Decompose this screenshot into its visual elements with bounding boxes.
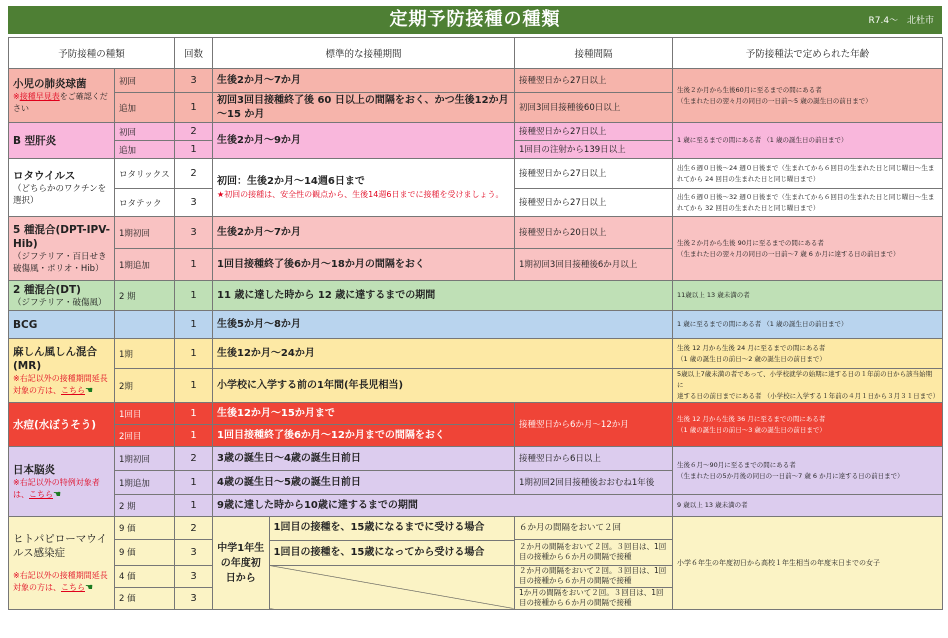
legal-age bbox=[673, 159, 943, 189]
vaccine-name: 水痘(水ぼうそう) bbox=[9, 403, 115, 447]
standard-period: 生後2か月～7か月 bbox=[213, 69, 515, 93]
legal-age bbox=[673, 69, 943, 123]
dose-label: 追加 bbox=[115, 141, 175, 159]
dose-label: 2 価 bbox=[115, 587, 175, 609]
vaccine-name-cell bbox=[9, 447, 115, 517]
legal-age bbox=[673, 189, 943, 217]
vaccine-name-cell bbox=[9, 217, 115, 281]
standard-period-note: ★初回の接種は、安全性の観点から、生後14週6日までに接種を受けましょう。 bbox=[217, 189, 504, 199]
standard-period: 生後2か月～9か月 bbox=[213, 123, 515, 159]
dose-count: 1 bbox=[175, 281, 213, 311]
legal-age: 小学６年生の年度初日から高校１年生相当の年度末日までの女子 bbox=[673, 517, 943, 610]
hpv-case-row bbox=[213, 517, 514, 540]
interval: 接種翌日から27日以上 bbox=[515, 69, 673, 93]
dose-label: 1期追加 bbox=[115, 249, 175, 281]
col-header-legal-age: 予防接種法で定められた年齢 bbox=[673, 38, 943, 69]
hpv-standard-period-block bbox=[213, 517, 515, 610]
vaccine-note bbox=[13, 477, 110, 501]
dose-count: 1 bbox=[175, 471, 213, 495]
dose-count: 3 bbox=[175, 217, 213, 249]
dose-label: 4 価 bbox=[115, 565, 175, 587]
vaccine-name-cell bbox=[9, 339, 115, 403]
age-line: （生まれた日の翌々月の同日の一日前～7 歳 6 か月に達する日の前日まで） bbox=[677, 249, 900, 258]
interval: 接種翌日から6日以上 bbox=[515, 447, 673, 471]
dose-count: 2 bbox=[175, 447, 213, 471]
table-row bbox=[9, 217, 943, 249]
dose-count: 3 bbox=[175, 189, 213, 217]
special-cases-link[interactable]: こちら bbox=[29, 489, 53, 499]
standard-period: 生後5か月～8か月 bbox=[213, 311, 673, 339]
vaccine-name: ヒトパピローマウイルス感染症 bbox=[13, 533, 107, 559]
interval: 接種翌日から6か月～12か月 bbox=[515, 403, 673, 447]
hpv-case-text: 1回目の接種を、15歳になるまでに受ける場合 bbox=[269, 517, 514, 540]
vaccine-name-cell bbox=[9, 281, 115, 311]
vaccine-name: BCG bbox=[9, 311, 115, 339]
dose-label: ロタリックス bbox=[115, 159, 175, 189]
vaccine-subtitle: （ジフテリア・百日せき破傷風・ポリオ・Hib） bbox=[13, 251, 107, 274]
vaccine-name-cell bbox=[9, 69, 115, 123]
dose-count: 2 bbox=[175, 517, 213, 540]
dose-label: 1回目 bbox=[115, 403, 175, 425]
diagonal-strike bbox=[269, 565, 514, 609]
vaccine-name: 小児の肺炎球菌 bbox=[13, 77, 87, 90]
interval: ２か月の間隔をおいて２回。３回目は、1回目の接種から６か月の間隔で接種 bbox=[515, 565, 673, 587]
standard-period: 4歳の誕生日～5歳の誕生日前日 bbox=[213, 471, 515, 495]
dose-label: 1期 bbox=[115, 339, 175, 369]
dose-label bbox=[115, 311, 175, 339]
dose-label: 9 価 bbox=[115, 517, 175, 540]
interval: 初回3回目接種後60日以上 bbox=[515, 93, 673, 123]
interval: 接種翌日から27日以上 bbox=[515, 159, 673, 189]
vaccine-name: B 型肝炎 bbox=[9, 123, 115, 159]
age-line: 5歳以上7歳未満の者であって、小学校就学の始期に達する日の１年前の日から該当始期に bbox=[677, 370, 933, 389]
standard-period: 3歳の誕生日～4歳の誕生日前日 bbox=[213, 447, 515, 471]
table-row bbox=[9, 495, 943, 517]
dose-label: 9 価 bbox=[115, 540, 175, 565]
vaccine-note bbox=[13, 373, 110, 397]
table-header-row bbox=[9, 38, 943, 69]
note-text: ※右記以外の接種期間延長対象の方は、 bbox=[13, 373, 108, 395]
table-row bbox=[9, 123, 943, 141]
vaccine-name: 5 種混合(DPT-IPV-Hib) bbox=[13, 223, 110, 250]
col-header-type: 予防接種の種類 bbox=[9, 38, 175, 69]
dose-count: 2 bbox=[175, 123, 213, 141]
pointing-hand-icon: ☚ bbox=[53, 489, 62, 500]
legal-age bbox=[673, 339, 943, 369]
dose-count: 3 bbox=[175, 587, 213, 609]
age-line: 出生６週０日後～32 週０日後まで（生まれてから６回目の生まれた日と同じ曜日～生ま bbox=[677, 192, 935, 201]
dose-count: 1 bbox=[175, 93, 213, 123]
vaccination-schedule-table bbox=[8, 37, 943, 610]
dose-count: 3 bbox=[175, 565, 213, 587]
dose-label: ロタテック bbox=[115, 189, 175, 217]
dose-label: 1期追加 bbox=[115, 471, 175, 495]
interval: 接種翌日から27日以上 bbox=[515, 189, 673, 217]
table-row bbox=[9, 339, 943, 369]
legal-age bbox=[673, 447, 943, 495]
dose-label: 初回 bbox=[115, 123, 175, 141]
age-line: （生まれた日の5か月後の同日の一日前～7 歳 6 か月に達する日の前日まで） bbox=[677, 471, 904, 480]
age-line: れてから 24 回目の生まれた日と同じ曜日まで） bbox=[677, 174, 820, 183]
table-row bbox=[9, 369, 943, 403]
vaccine-subtitle: （ジフテリア・破傷風） bbox=[13, 297, 107, 308]
vaccine-note bbox=[13, 570, 110, 594]
header-date: R7.4～ bbox=[868, 16, 899, 26]
dose-label: 1期初回 bbox=[115, 447, 175, 471]
dose-count: 1 bbox=[175, 369, 213, 403]
dose-count: 1 bbox=[175, 339, 213, 369]
col-header-interval: 接種間隔 bbox=[515, 38, 673, 69]
dose-count: 1 bbox=[175, 141, 213, 159]
interval: 接種翌日から20日以上 bbox=[515, 217, 673, 249]
dose-label: 1期初回 bbox=[115, 217, 175, 249]
vaccine-name-cell bbox=[9, 517, 115, 610]
page-banner bbox=[8, 6, 942, 34]
legal-age: 11歳以上 13 歳未満の者 bbox=[673, 281, 943, 311]
vaccine-name-cell bbox=[9, 159, 115, 217]
standard-period-cell bbox=[213, 159, 515, 217]
schedule-chart-link[interactable]: 接種早見表 bbox=[19, 91, 60, 101]
pointing-hand-icon: ☚ bbox=[85, 385, 94, 396]
interval: 1期初回3回目接種後6か月以上 bbox=[515, 249, 673, 281]
dose-count: 1 bbox=[175, 495, 213, 517]
note-text: ※右記以外の接種期間延長対象の方は、 bbox=[13, 571, 108, 592]
standard-period: 生後12か月～15か月まで bbox=[213, 403, 515, 425]
standard-period: 生後2か月～7か月 bbox=[213, 217, 515, 249]
dose-count: 1 bbox=[175, 403, 213, 425]
table-row bbox=[9, 403, 943, 425]
age-line: 生後 12 月から生後 36 月に至るまでの間にある者 bbox=[677, 414, 826, 423]
standard-period: 1回目接種終了後6か月～12か月までの間隔をおく bbox=[213, 425, 515, 447]
interval: 1か月の間隔をおいて２回。３回目は、1回目の接種から６か月の間隔で接種 bbox=[515, 587, 673, 609]
standard-period: 初回：生後2か月～14週6日まで bbox=[217, 175, 365, 187]
vaccine-note bbox=[13, 91, 110, 115]
dose-count: 2 bbox=[175, 159, 213, 189]
dose-count: 3 bbox=[175, 69, 213, 93]
interval: ２か月の間隔をおいて２回。３回目は、1回目の接種から６か月の間隔で接種 bbox=[515, 540, 673, 565]
standard-period: 初回3回目接種終了後 60 日以上の間隔をおく、かつ生後12か月～15 か月 bbox=[213, 93, 515, 123]
age-line: れてから 32 回目の生まれた日と同じ曜日まで） bbox=[677, 203, 820, 212]
dose-label: 2 期 bbox=[115, 495, 175, 517]
interval: 接種翌日から27日以上 bbox=[515, 123, 673, 141]
table-row bbox=[9, 447, 943, 471]
vaccine-name: 日本脳炎 bbox=[13, 463, 55, 476]
interval: 1期初回2回目接種後おおむね1年後 bbox=[515, 471, 673, 495]
dose-label: 2回目 bbox=[115, 425, 175, 447]
legal-age bbox=[673, 217, 943, 281]
hpv-standard-period: 中学1年生の年度初日から bbox=[213, 517, 269, 609]
age-line: （1 歳の誕生日の前日～3 歳の誕生日の前日まで） bbox=[677, 425, 826, 434]
table-row bbox=[9, 159, 943, 189]
vaccine-name: 麻しん風しん混合(MR) bbox=[13, 345, 97, 372]
standard-period: 小学校に入学する前の1年間(年長児相当) bbox=[213, 369, 673, 403]
note-prefix: ※ bbox=[13, 91, 20, 101]
age-line: 出生６週０日後～24 週０日後まで（生まれてから６回目の生まれた日と同じ曜日～生ま bbox=[677, 163, 935, 172]
vaccine-name: 2 種混合(DT) bbox=[13, 283, 81, 296]
table-row bbox=[9, 517, 943, 540]
pointing-hand-icon: ☚ bbox=[85, 583, 94, 593]
dose-count: 1 bbox=[175, 311, 213, 339]
col-header-count: 回数 bbox=[175, 38, 213, 69]
dose-label: 追加 bbox=[115, 93, 175, 123]
legal-age: 9 歳以上 13 歳未満の者 bbox=[673, 495, 943, 517]
legal-age bbox=[673, 369, 943, 403]
extension-info-link[interactable]: こちら bbox=[61, 583, 85, 592]
extension-info-link[interactable]: こちら bbox=[61, 385, 85, 395]
age-line: 生後６月～90月に至るまでの間にある者 bbox=[677, 460, 796, 469]
age-line: 生後 12 月から生後 24 月に至るまでの間にある者 bbox=[677, 343, 826, 352]
hpv-subtable bbox=[213, 517, 514, 609]
standard-period: 生後12か月～24か月 bbox=[213, 339, 673, 369]
vaccine-name: ロタウイルス bbox=[13, 169, 76, 182]
standard-period: 11 歳に達した時から 12 歳に達するまでの期間 bbox=[213, 281, 673, 311]
age-line: （1 歳の誕生日の前日～2 歳の誕生日の前日まで） bbox=[677, 354, 826, 363]
vaccine-subtitle: （どちらかのワクチンを選択） bbox=[13, 183, 107, 206]
dose-label: 2 期 bbox=[115, 281, 175, 311]
dose-label: 初回 bbox=[115, 69, 175, 93]
dose-count: 3 bbox=[175, 540, 213, 565]
col-header-standard-period: 標準的な接種期間 bbox=[213, 38, 515, 69]
legal-age bbox=[673, 403, 943, 447]
age-line: 達する日の前日までにある者 （小学校に入学する１年前の４月１日から３月３１日まで） bbox=[677, 392, 940, 400]
header-meta bbox=[863, 6, 934, 34]
legal-age: 1 歳に至るまでの間にある者 （1 歳の誕生日の前日まで） bbox=[673, 123, 943, 159]
age-line: 生後２か月から生後 90月に至るまでの間にある者 bbox=[677, 238, 824, 247]
dose-count: 1 bbox=[175, 249, 213, 281]
standard-period: 1回目接種終了後6か月～18か月の間隔をおく bbox=[213, 249, 515, 281]
dose-count: 1 bbox=[175, 425, 213, 447]
table-row bbox=[9, 281, 943, 311]
dose-label: 2期 bbox=[115, 369, 175, 403]
note-text: ※右記以外の特例対象者は、 bbox=[13, 477, 100, 499]
age-line: （生まれた日の翌々月の同日の一日前～5 歳の誕生日の前日まで） bbox=[677, 96, 872, 105]
page-title: 定期予防接種の種類 bbox=[389, 9, 561, 30]
header-city: 北杜市 bbox=[906, 16, 934, 26]
age-line: 生後２か月から生後60月に至るまでの間にある者 bbox=[677, 85, 822, 94]
hpv-case-text: 1回目の接種を、15歳になってから受ける場合 bbox=[269, 540, 514, 565]
interval: ６か月の間隔をおいて２回 bbox=[515, 517, 673, 540]
interval: 1回目の注射から139日以上 bbox=[515, 141, 673, 159]
standard-period: 9歳に達した時から10歳に達するまでの期間 bbox=[213, 495, 673, 517]
table-row bbox=[9, 69, 943, 93]
legal-age: 1 歳に至るまでの間にある者 （1 歳の誕生日の前日まで） bbox=[673, 311, 943, 339]
table-row bbox=[9, 311, 943, 339]
note-suffix: をご確認ください bbox=[13, 91, 108, 113]
